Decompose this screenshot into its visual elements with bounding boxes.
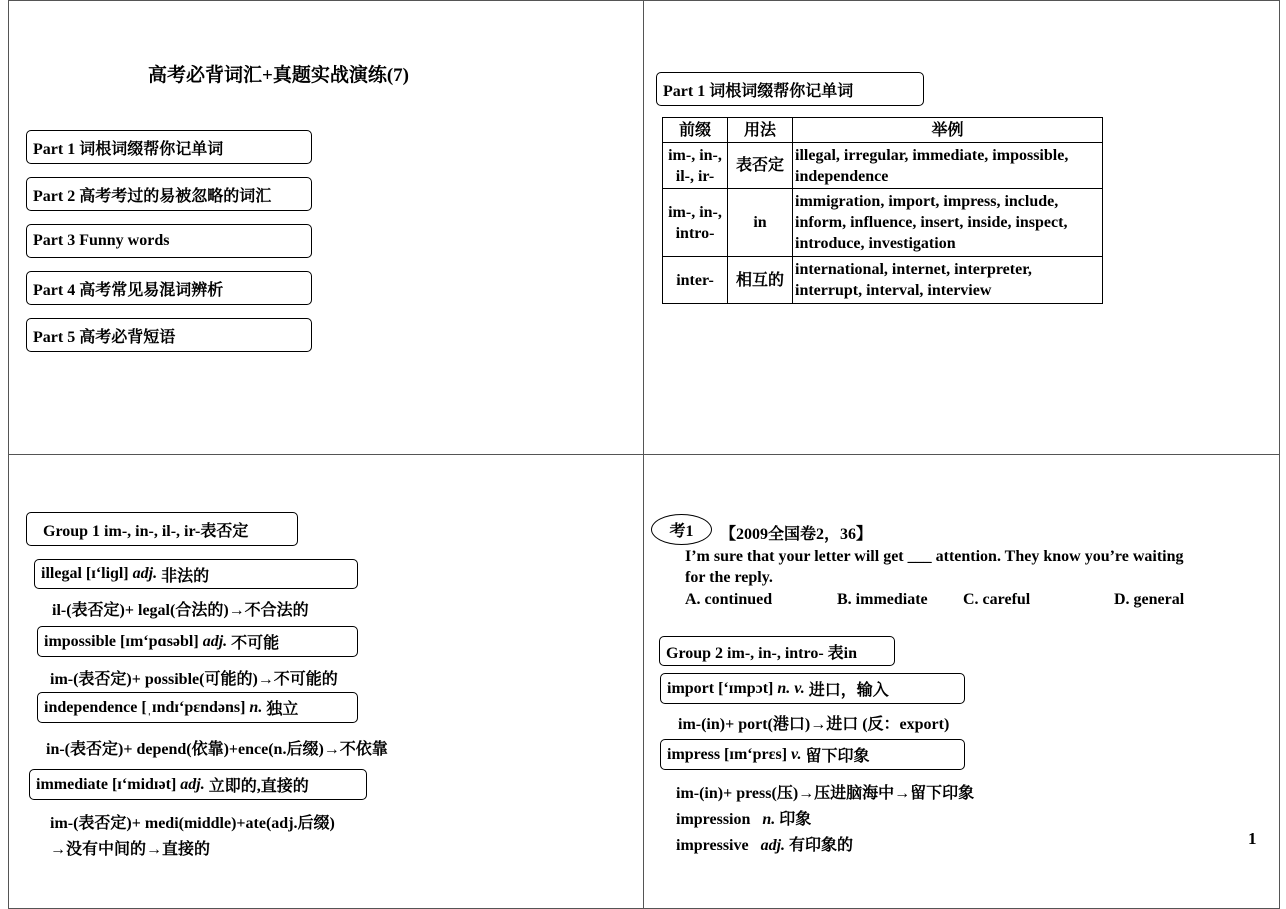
derived-pos: adj. [760,837,786,854]
word-note: il-(表否定)+ legal(合法的)→不合法的 [52,602,309,619]
word-pos: adj. [202,632,228,650]
part-4-label: Part 4 高考常见易混词辨析 [33,281,224,299]
part-3-box[interactable] [26,224,312,258]
part-1-heading-box [656,72,924,106]
question-line-1: I’m sure that your letter will get ___ attention. They know you’re waiting [685,548,1184,565]
derived-meaning: 有印象的 [789,837,854,854]
question-line-2: for the reply. [685,569,773,586]
word-box-immediate [29,769,367,800]
word-note: in-(表否定)+ depend(依靠)+ence(n.后缀)→不依靠 [46,741,388,758]
word-meaning: 留下印象 [805,748,870,765]
option-b: B. immediate [837,591,928,608]
option-a: A. continued [685,591,773,608]
usage-cell: 相互的 [728,257,793,304]
derived-pos: n. [762,811,776,828]
table-header: 用法 [728,118,793,143]
group-1-label: Group 1 im-, in-, il-, ir-表否定 [43,522,249,540]
slide-title: 高考必背词汇+真题实战演练(7) [148,65,409,86]
table-header: 前缀 [663,118,728,143]
word-pos: n. v. [777,679,805,697]
word-head: illegal [ɪ‘liɡl] [41,565,129,582]
word-pos: adj. [180,775,205,793]
word-box-impossible [37,626,358,657]
part-5-box[interactable] [26,318,312,352]
word-note: im-(表否定)+ possible(可能的)→不可能的 [50,671,338,688]
part-2-box[interactable] [26,177,312,211]
derived-word-impression [676,806,811,829]
prefix-cell: im-, in-, intro- [663,189,728,257]
word-box-impress [660,739,965,770]
usage-cell: 表否定 [728,143,793,189]
derived-word: impressive [676,837,749,854]
prefix-cell: im-, in-, il-, ir- [663,143,728,189]
table-row [663,143,1103,189]
derived-meaning: 印象 [779,811,812,828]
group-1-box [26,512,298,546]
part-2-label: Part 2 高考考过的易被忽略的词汇 [33,187,272,205]
word-note: im-(in)+ press(压)→压进脑海中→留下印象 [676,785,975,802]
prefix-table [662,117,1103,304]
word-meaning: 非法的 [161,567,210,585]
word-meaning: 立即的,直接的 [208,778,309,795]
part-1-box[interactable] [26,130,312,164]
examples-cell: illegal, irregular, immediate, impossible, independence [793,143,1103,189]
word-meaning: 独立 [266,701,299,718]
word-head: immediate [ɪ‘midɪət] [36,775,177,793]
part-1-label: Part 1 词根词缀帮你记单词 [33,140,224,158]
usage-cell: in [728,189,793,257]
word-note: im-(表否定)+ medi(middle)+ate(adj.后缀) [50,815,335,832]
table-row [663,189,1103,257]
table-header-row [663,118,1103,143]
option-d: D. general [1114,591,1185,608]
word-head: impress [ɪm‘prɛs] [667,745,788,763]
prefix-cell: inter- [663,257,728,304]
examples-cell: immigration, import, impress, include, inform, influence, insert, inside, inspect, introduce, investigation [793,189,1103,257]
exam-label: 考1 [669,523,694,540]
word-head: import [‘ɪmpɔt] [667,679,774,697]
word-meaning: 进口，输入 [808,682,889,699]
word-box-illegal [34,559,358,589]
group-2-label: Group 2 im-, in-, intro- 表in [666,644,857,662]
word-note: im-(in)+ port(港口)→进口 (反：export) [678,716,950,733]
group-2-box [659,636,895,666]
option-c: C. careful [963,591,1031,608]
part-3-label: Part 3 Funny words [33,232,170,249]
page-number: 1 [1248,829,1257,848]
part-4-box[interactable] [26,271,312,305]
examples-cell: international, internet, interpreter, interrupt, interval, interview [793,257,1103,304]
word-pos: v. [791,745,802,763]
word-box-import [660,673,965,704]
part-5-label: Part 5 高考必背短语 [33,328,176,346]
exam-label-oval [651,514,712,545]
derived-word-impressive [676,832,853,855]
word-head: independence [ˌɪndɪ‘pɛndəns] [44,698,246,716]
word-note-continued: →没有中间的→直接的 [50,841,211,858]
word-pos: n. [249,698,263,716]
part-1-heading: Part 1 词根词缀帮你记单词 [663,82,854,100]
table-row [663,257,1103,304]
word-box-independence [37,692,358,723]
table-header: 举例 [793,118,1103,143]
word-pos: adj. [132,565,158,582]
word-head: impossible [ɪm‘pɑsəbl] [44,632,199,650]
exam-source: 【2009全国卷2，36】 [720,526,873,543]
derived-word: impression [676,811,751,828]
word-meaning: 不可能 [231,635,280,652]
